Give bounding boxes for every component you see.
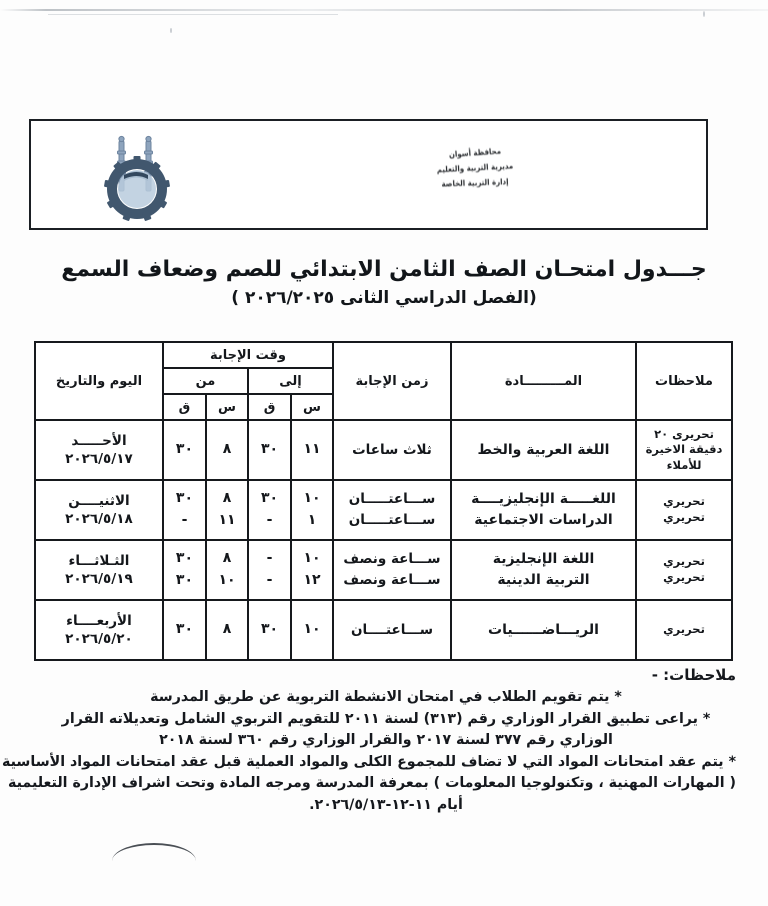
cell-to-hour (291, 540, 333, 600)
cell-to-minute (248, 600, 291, 660)
cell-date: ٢٠٢٦/٥/١٩ (65, 571, 133, 587)
cell-day: الأحـــــد (71, 432, 127, 449)
cell-notes (636, 600, 732, 660)
cell-line: تحريري (663, 570, 705, 584)
note-line: * يراعى تطبيق القرار الوزاري رقم (٣١٣) لسنة ٢٠١١ للتقويم التربوي الشامل وتعديلاته القرار (61, 710, 711, 727)
scan-edge-artifact (0, 9, 768, 11)
cell-date: ٢٠٢٦/٥/١٨ (65, 511, 133, 527)
table-row (35, 420, 732, 480)
cell-day-and-date (35, 480, 163, 540)
cell-day-and-date (35, 540, 163, 600)
cell-from-minute (163, 600, 206, 660)
scan-speck (703, 11, 705, 17)
cell-day-and-date (35, 420, 163, 480)
cell-subject (451, 480, 636, 540)
cell-line: ٨ (222, 441, 232, 458)
cell-to-minute (248, 480, 291, 540)
header-notes: ملاحظات (636, 342, 732, 420)
header-from-hour: س (206, 394, 248, 420)
scan-edge-artifact-secondary (48, 14, 338, 15)
table-header-row-1 (35, 342, 732, 368)
note-line: أيام ١١-١٢-٢٠٢٦/٥/١٣. (309, 796, 463, 813)
cell-to-minute (248, 540, 291, 600)
schedule-table-wrapper (36, 341, 733, 661)
header-subject: المـــــــــادة (451, 342, 636, 420)
scan-speck (170, 28, 172, 33)
cell-notes (636, 540, 732, 600)
cell-line: للأملاء (666, 457, 702, 472)
cell-line: ٣٠ (175, 572, 194, 588)
cell-line: ١٠ (303, 621, 321, 638)
cell-from-minute (163, 540, 206, 600)
exam-schedule-table (34, 341, 733, 661)
cell-line: - (266, 512, 273, 528)
cell-line: ١١ (218, 512, 236, 528)
cell-to-hour (291, 420, 333, 480)
cell-line: التربية الدينية (497, 572, 590, 588)
cell-notes (636, 420, 732, 480)
cell-subject (451, 420, 636, 480)
governorate-emblem-icon (94, 133, 180, 225)
header-answer-time: وقت الإجابة (163, 342, 333, 368)
table-row (35, 600, 732, 660)
cell-line: الريـــاضــــــيات (488, 621, 599, 638)
header-day-and-date: اليوم والتاريخ (35, 342, 163, 420)
cell-day: الاثنيــــن (68, 492, 130, 509)
cell-line: ٣٠ (175, 441, 194, 458)
cell-line: ٣٠ (260, 441, 279, 458)
cell-duration (333, 540, 451, 600)
cell-line: ٣٠ (175, 490, 194, 507)
cell-line: ســـاعتـــــان (348, 512, 436, 528)
cell-from-hour (206, 420, 248, 480)
cell-line: ١٠ (218, 572, 236, 588)
header-duration: زمن الإجابة (333, 342, 451, 420)
note-line: * يتم عقد امتحانات المواد التي لا تضاف للمجموع الكلى والمواد العملية قبل عقد امتحانات المواد الأساسية (2, 753, 736, 770)
cell-to-minute (248, 420, 291, 480)
cell-line: ٣٠ (260, 621, 279, 638)
cell-line: تحريري (663, 494, 705, 509)
cell-line: ١٠ (303, 550, 321, 567)
cell-line: ١٠ (303, 490, 321, 507)
cell-to-hour (291, 480, 333, 540)
schedule-table-body (35, 420, 732, 660)
table-row (35, 540, 732, 600)
note-line: الوزاري رقم ٣٧٧ لسنة ٢٠١٧ والقرار الوزاري رقم ٣٦٠ لسنة ٢٠١٨ (159, 732, 613, 749)
notes-section (2, 666, 736, 816)
table-row (35, 480, 732, 540)
cell-line: ثلاث ساعات (352, 441, 432, 458)
stamp-line-directorate: مديرية التربية والتعليم (436, 161, 514, 175)
title-block (0, 256, 768, 308)
cell-line: اللغة العربية والخط (477, 441, 610, 458)
cell-day: الثـلاثـــاء (68, 552, 130, 569)
header-time-from: من (163, 368, 248, 394)
cell-from-hour (206, 540, 248, 600)
scan-arc-artifact (112, 843, 196, 861)
header-from-minute: ق (163, 394, 206, 420)
cell-from-hour (206, 600, 248, 660)
cell-from-hour (206, 480, 248, 540)
cell-to-hour (291, 600, 333, 660)
cell-line: - (266, 572, 273, 588)
notes-heading: ملاحظات: - (651, 666, 736, 684)
note-line: * يتم تقويم الطلاب في امتحان الانشطة التربوية عن طريق المدرسة (150, 689, 622, 705)
cell-line: دقيقة الاخيرة (645, 442, 723, 457)
cell-line: ١١ (303, 441, 321, 458)
cell-line: ٨ (222, 621, 232, 638)
stamp-line-governorate: محافظة أسوان (448, 146, 502, 160)
cell-line: - (266, 550, 273, 567)
cell-line: ١٢ (303, 572, 321, 588)
letterhead-box (29, 119, 708, 230)
header-to-hour: س (291, 394, 333, 420)
cell-date: ٢٠٢٦/٥/٢٠ (65, 631, 133, 647)
cell-line: الدراسات الاجتماعية (474, 512, 613, 528)
cell-line: ســـاعتـــــان (348, 491, 436, 508)
cell-subject (451, 600, 636, 660)
cell-duration (333, 420, 451, 480)
header-to-minute: ق (248, 394, 291, 420)
cell-line: تحريري (663, 554, 705, 569)
cell-from-minute (163, 420, 206, 480)
cell-line: - (181, 512, 188, 528)
cell-line: اللغـــــة الإنجليزيــــة (471, 491, 616, 507)
cell-line: ٨ (222, 550, 232, 567)
cell-line: ٣٠ (175, 621, 194, 638)
cell-line: ٣٠ (260, 490, 279, 507)
cell-duration (333, 480, 451, 540)
cell-day-and-date (35, 600, 163, 660)
cell-line: تحريري (663, 510, 705, 524)
cell-subject (451, 540, 636, 600)
cell-notes (636, 480, 732, 540)
ministry-stamp-text (417, 143, 533, 205)
cell-line: ٣٠ (175, 550, 194, 567)
cell-line: اللغة الإنجليزية (492, 551, 595, 567)
cell-duration (333, 600, 451, 660)
cell-line: تحريري (663, 622, 705, 637)
cell-line: ســـاعة ونصف (343, 551, 441, 568)
cell-from-minute (163, 480, 206, 540)
cell-line: ســـاعة ونصف (343, 572, 441, 588)
cell-line: ٨ (222, 490, 232, 507)
header-time-to: إلى (248, 368, 333, 394)
cell-line: ســـاعتــــان (351, 621, 433, 638)
stamp-line-administration: إدارة التربية الخاصة (441, 177, 509, 189)
cell-line: ١ (307, 512, 317, 528)
page-title: جـــدول امتحـان الصف الثامن الابتدائي للصم وضعاف السمع (61, 257, 707, 282)
cell-date: ٢٠٢٦/٥/١٧ (65, 451, 133, 467)
note-line: ( المهارات المهنية ، وتكنولوجيا المعلومات ) بمعرفة المدرسة ومرجه المادة وتحت اشراف الإدارة التعليمية (8, 775, 736, 792)
cell-line: تحريرى ٢٠ (654, 426, 714, 441)
cell-day: الأربعــــاء (66, 612, 132, 629)
page-subtitle: (الفصل الدراسي الثانى ٢٠٢٦/٢٠٢٥ ) (231, 287, 537, 308)
